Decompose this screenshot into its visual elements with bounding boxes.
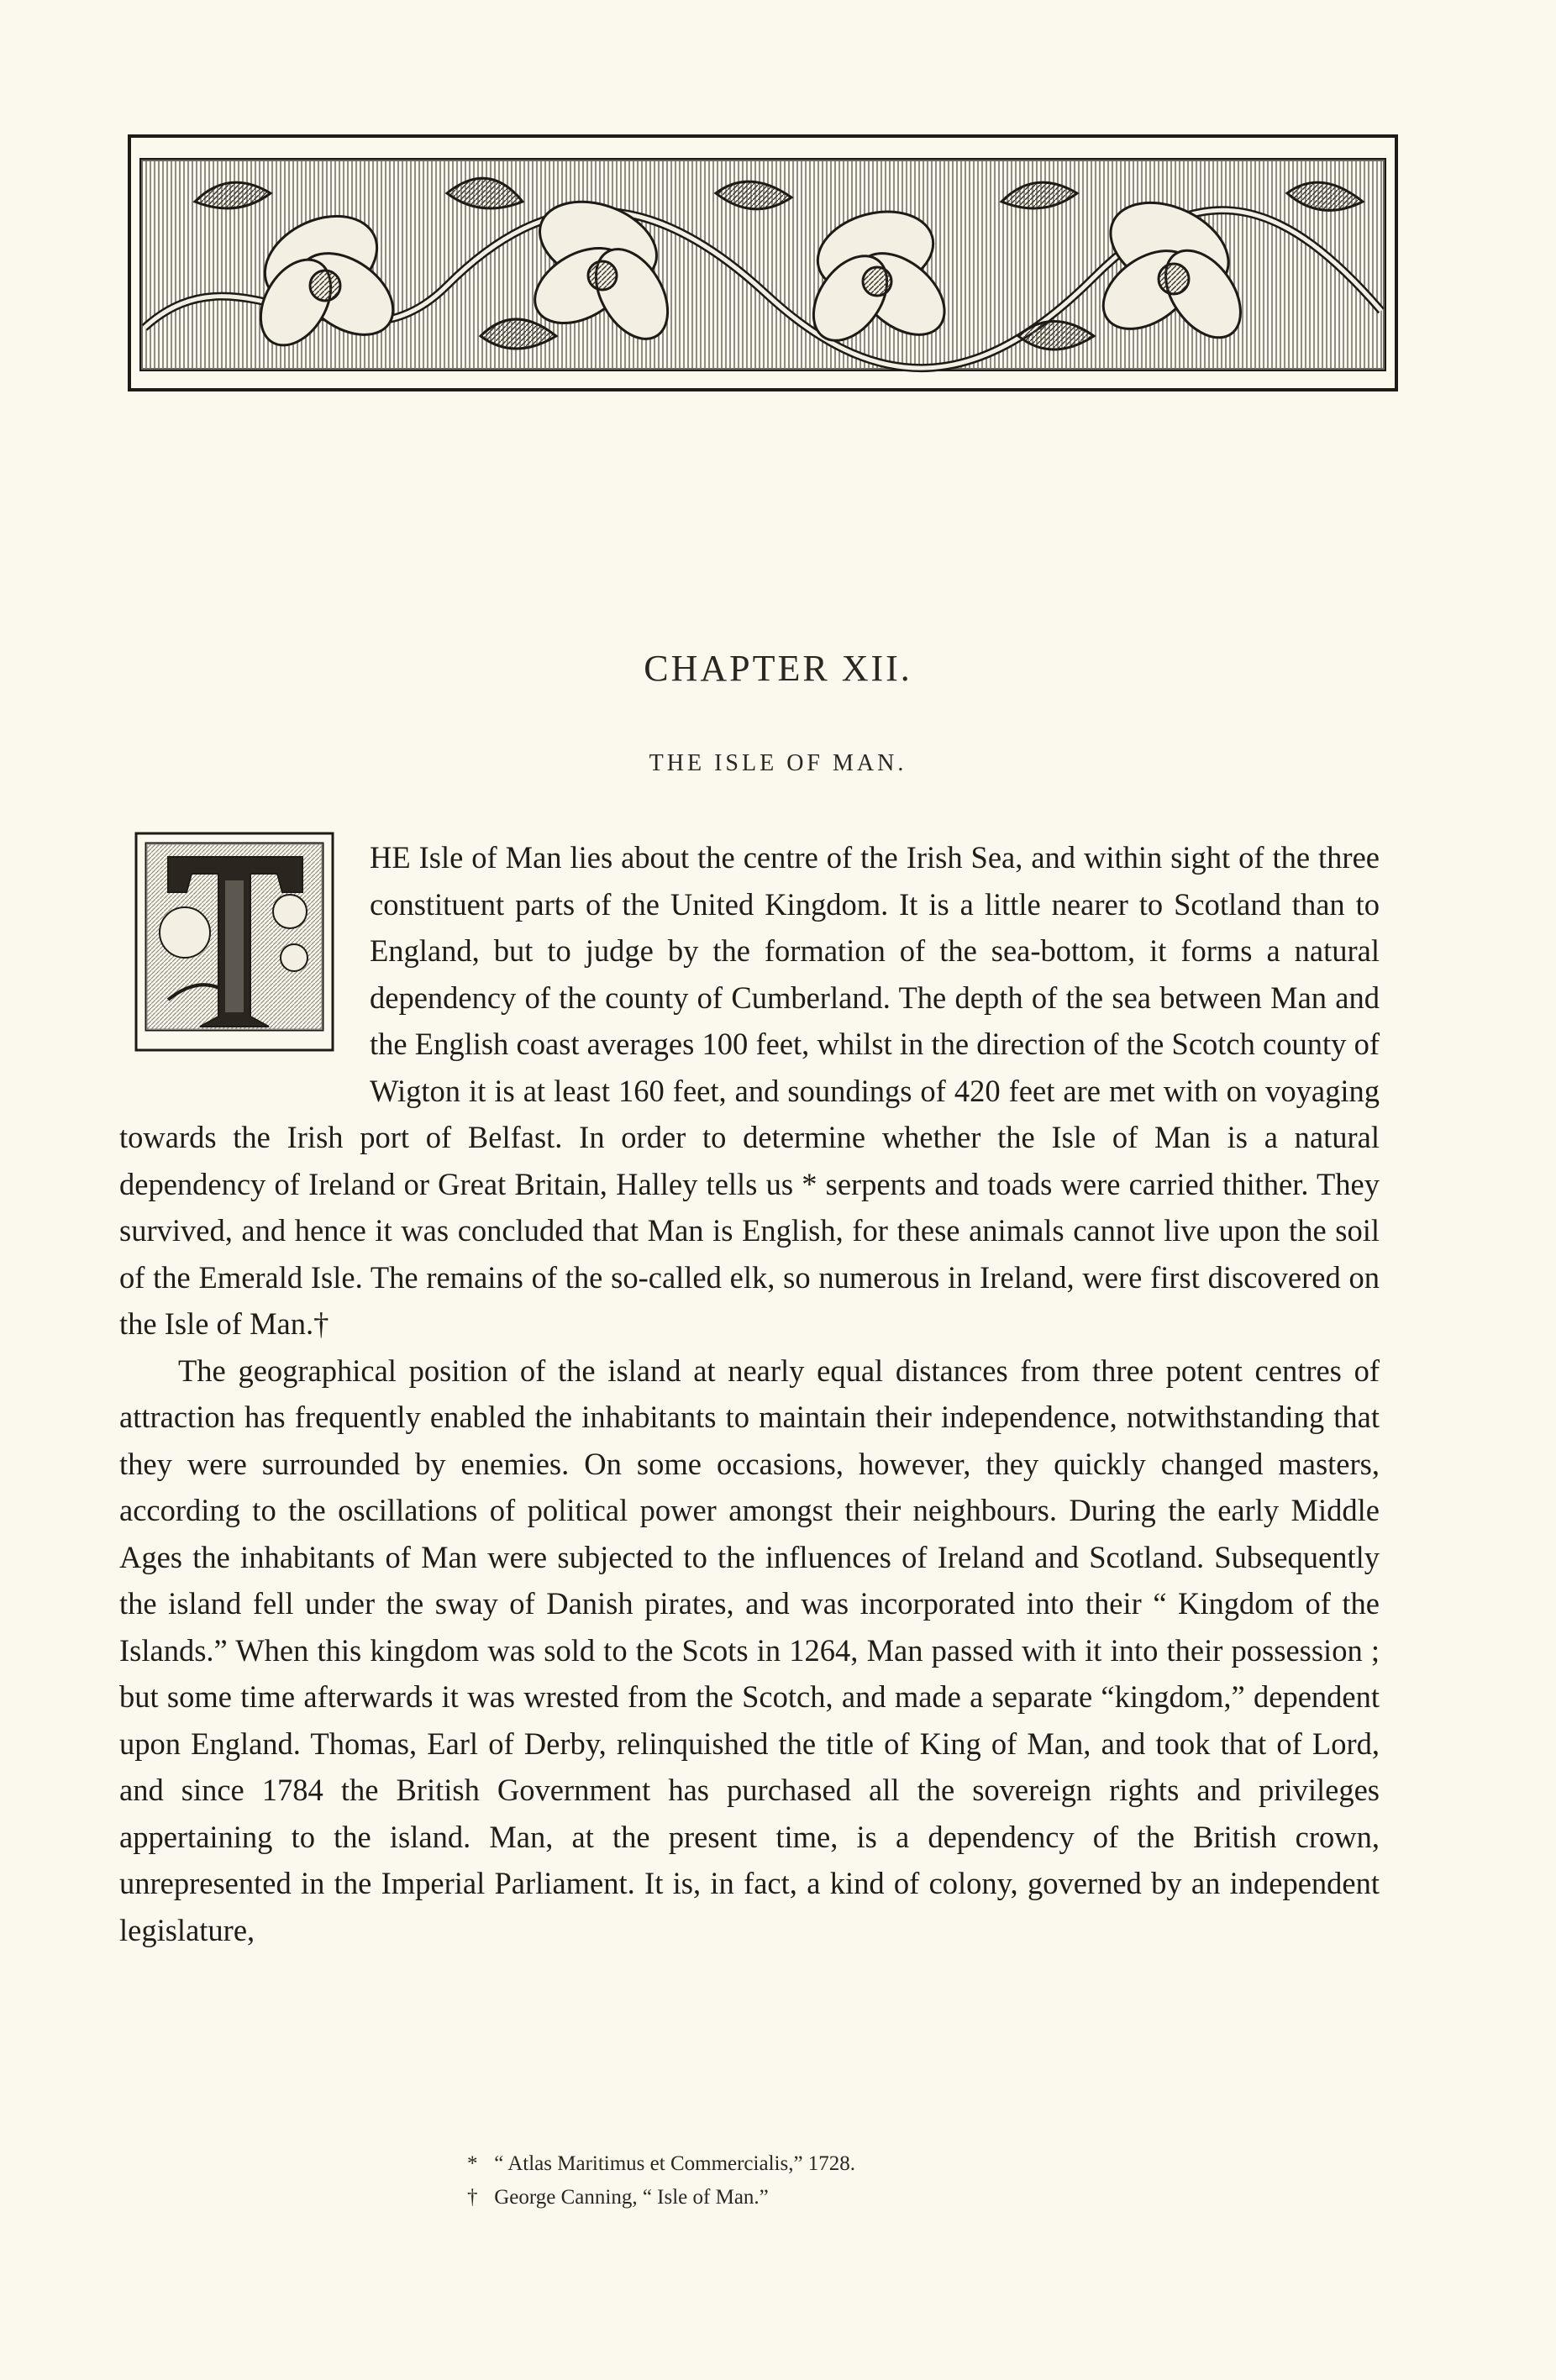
footnote — [467, 2181, 1556, 2215]
floral-ornament-band-icon — [128, 134, 1398, 391]
body-text — [119, 834, 1380, 1953]
footnote-mark: † — [467, 2186, 478, 2209]
footnote-text: George Canning, “ Isle of Man.” — [494, 2186, 769, 2209]
footnote-mark: * — [467, 2152, 478, 2175]
paragraph: The geographical position of the island at nearly equal distances from three potent centres of attraction has frequently enabled the inhabitants to maintain their independence, notwithstanding that they were surrounded by enemies. On some occasions, however, they quickly changed masters, according to the oscillations of political power amongst their neighbours. During the early Middle Ages the inhabitants of Man were subjected to the influences of Ireland and Scotland. Subsequently the island fell under the sway of Danish pirates, and was incorporated into their “ Kingdom of the Islands.” When this kingdom was sold to the Scots in 1264, Man passed with it into their possession ; but some time afterwards it was wrested from the Scotch, and made a separate “kingdom,” dependent upon England. Thomas, Earl of Derby, relinquished the title of King of Man, and took that of Lord, and since 1784 the British Government has purchased all the sovereign rights and privileges appertaining to the island. Man, at the present time, is a dependency of the British crown, unrepresented in the Imperial Parliament. It is, in fact, a kind of colony, governed by an independent legislature, — [119, 1353, 1380, 1947]
footnotes — [0, 2147, 1556, 2215]
footnote-text: “ Atlas Maritimus et Commercialis,” 1728. — [494, 2152, 856, 2175]
paragraph: HE Isle of Man lies about the centre of the Irish Sea, and within sight of the three constituent parts of the United Kingdom. It is a little nearer to Scotland than to England, but to judge by the formation of the sea-bottom, it forms a natural dependency of the county of Cumberland. The depth of the sea between Man and the English coast averages 100 feet, whilst in the direction of the Scotch county of Wigton it is at least 160 feet, and soundings of 420 feet are met with on voyaging towards the Irish port of Belfast. In order to determine whether the Isle of Man is a natural dependency of Ireland or Great Britain, Halley tells us * serpents and toads were carried thither. They survived, and hence it was concluded that Man is English, for these animals cannot live upon the soil of the Emerald Isle. The remains of the so-called elk, so numerous in Ireland, were first discovered on the Isle of Man.† — [119, 840, 1380, 1341]
chapter-title: CHAPTER XII. — [644, 648, 912, 689]
footnote — [467, 2147, 1556, 2181]
section-title: THE ISLE OF MAN. — [649, 750, 907, 776]
